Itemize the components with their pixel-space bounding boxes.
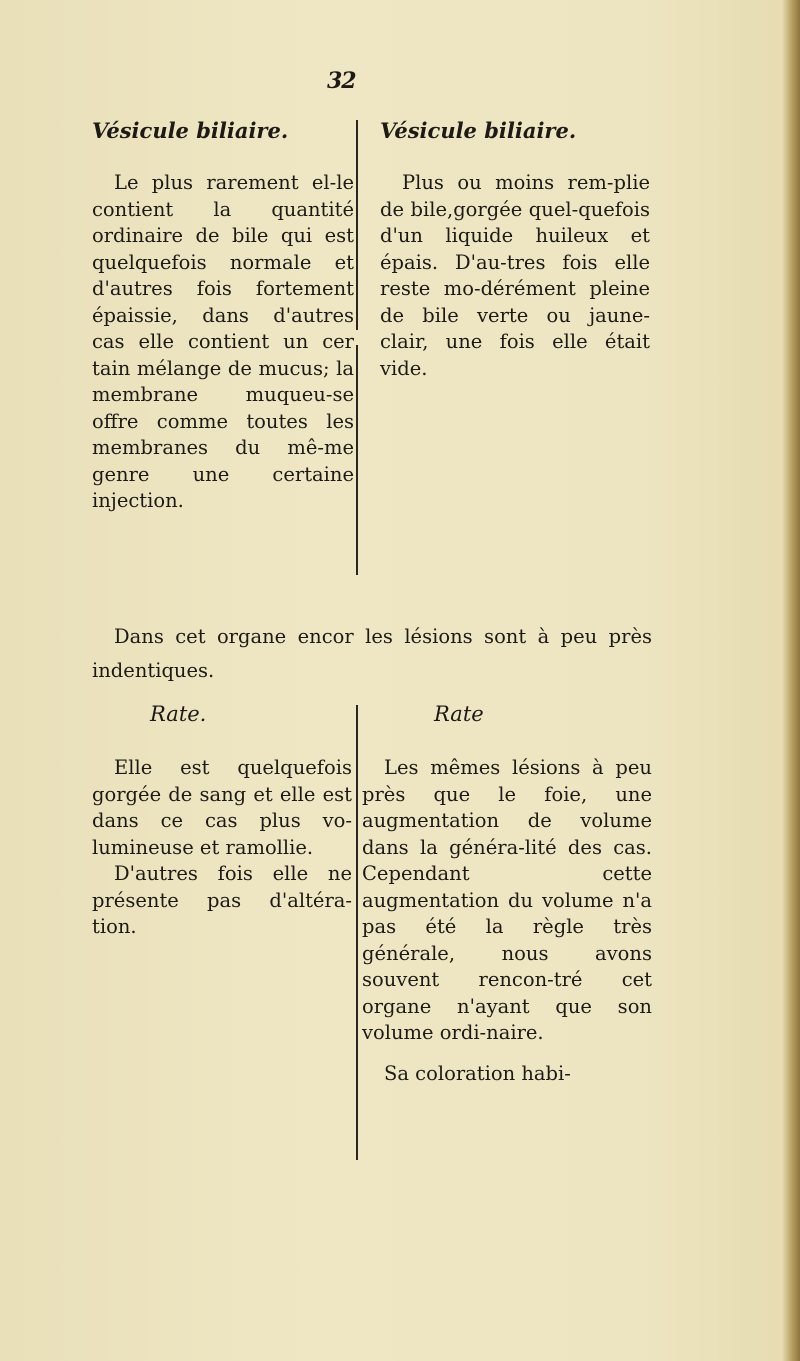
left-paragraph-rate-2: D'autres fois elle ne présente pas d'altéra-tion.: [92, 862, 352, 938]
left-column-text-rate: [92, 755, 352, 941]
column-divider-top: [356, 120, 358, 330]
right-column-text-vesicule: [380, 170, 650, 382]
page-edge-shadow: [782, 0, 800, 1361]
left-column-text-vesicule: [92, 170, 354, 515]
column-divider-bottom: [356, 705, 358, 1160]
left-paragraph-vesicule: Le plus rarement el-le contient la quantité ordinaire de bile qui est quelquefois normale et d'autres fois fortement épaissie, dans d'autres cas elle contient un cer tain mélange de mucus; la membrane muqueu-se offre comme toutes les membranes du mê-me genre une certaine injection.: [92, 171, 354, 512]
left-heading-vesicule: Vésicule biliaire.: [92, 118, 289, 143]
right-paragraph-rate-1: Les mêmes lésions à peu près que le foie, une augmentation de volume dans la généra-lité des cas. Cependant cette augmentation du volume n'a pas été la règle très générale, nous avons souvent rencon-tré cet organe n'ayant que son volume ordi-naire.: [362, 756, 652, 1044]
full-width-paragraph: [92, 620, 652, 688]
left-paragraph-rate-1: Elle est quelquefois gorgée de sang et elle est dans ce cas plus vo-lumineuse et ramollie.: [92, 756, 352, 859]
right-column-text-rate: [362, 755, 652, 1087]
right-heading-vesicule: Vésicule biliaire.: [380, 118, 577, 143]
left-heading-rate: Rate.: [150, 702, 207, 726]
page-number: 32: [327, 68, 356, 94]
column-divider-top-2: [356, 345, 358, 575]
right-heading-rate: Rate: [434, 702, 484, 726]
right-paragraph-vesicule: Plus ou moins rem-plie de bile,gorgée quel-quefois d'un liquide huileux et épais. D'au-tres fois elle reste mo-dérément pleine de bile verte ou jaune-clair, une fois elle était vide.: [380, 171, 650, 380]
right-paragraph-rate-2: Sa coloration habi-: [384, 1061, 571, 1085]
full-paragraph-text: Dans cet organe encor les lésions sont à peu près indentiques.: [92, 625, 652, 682]
